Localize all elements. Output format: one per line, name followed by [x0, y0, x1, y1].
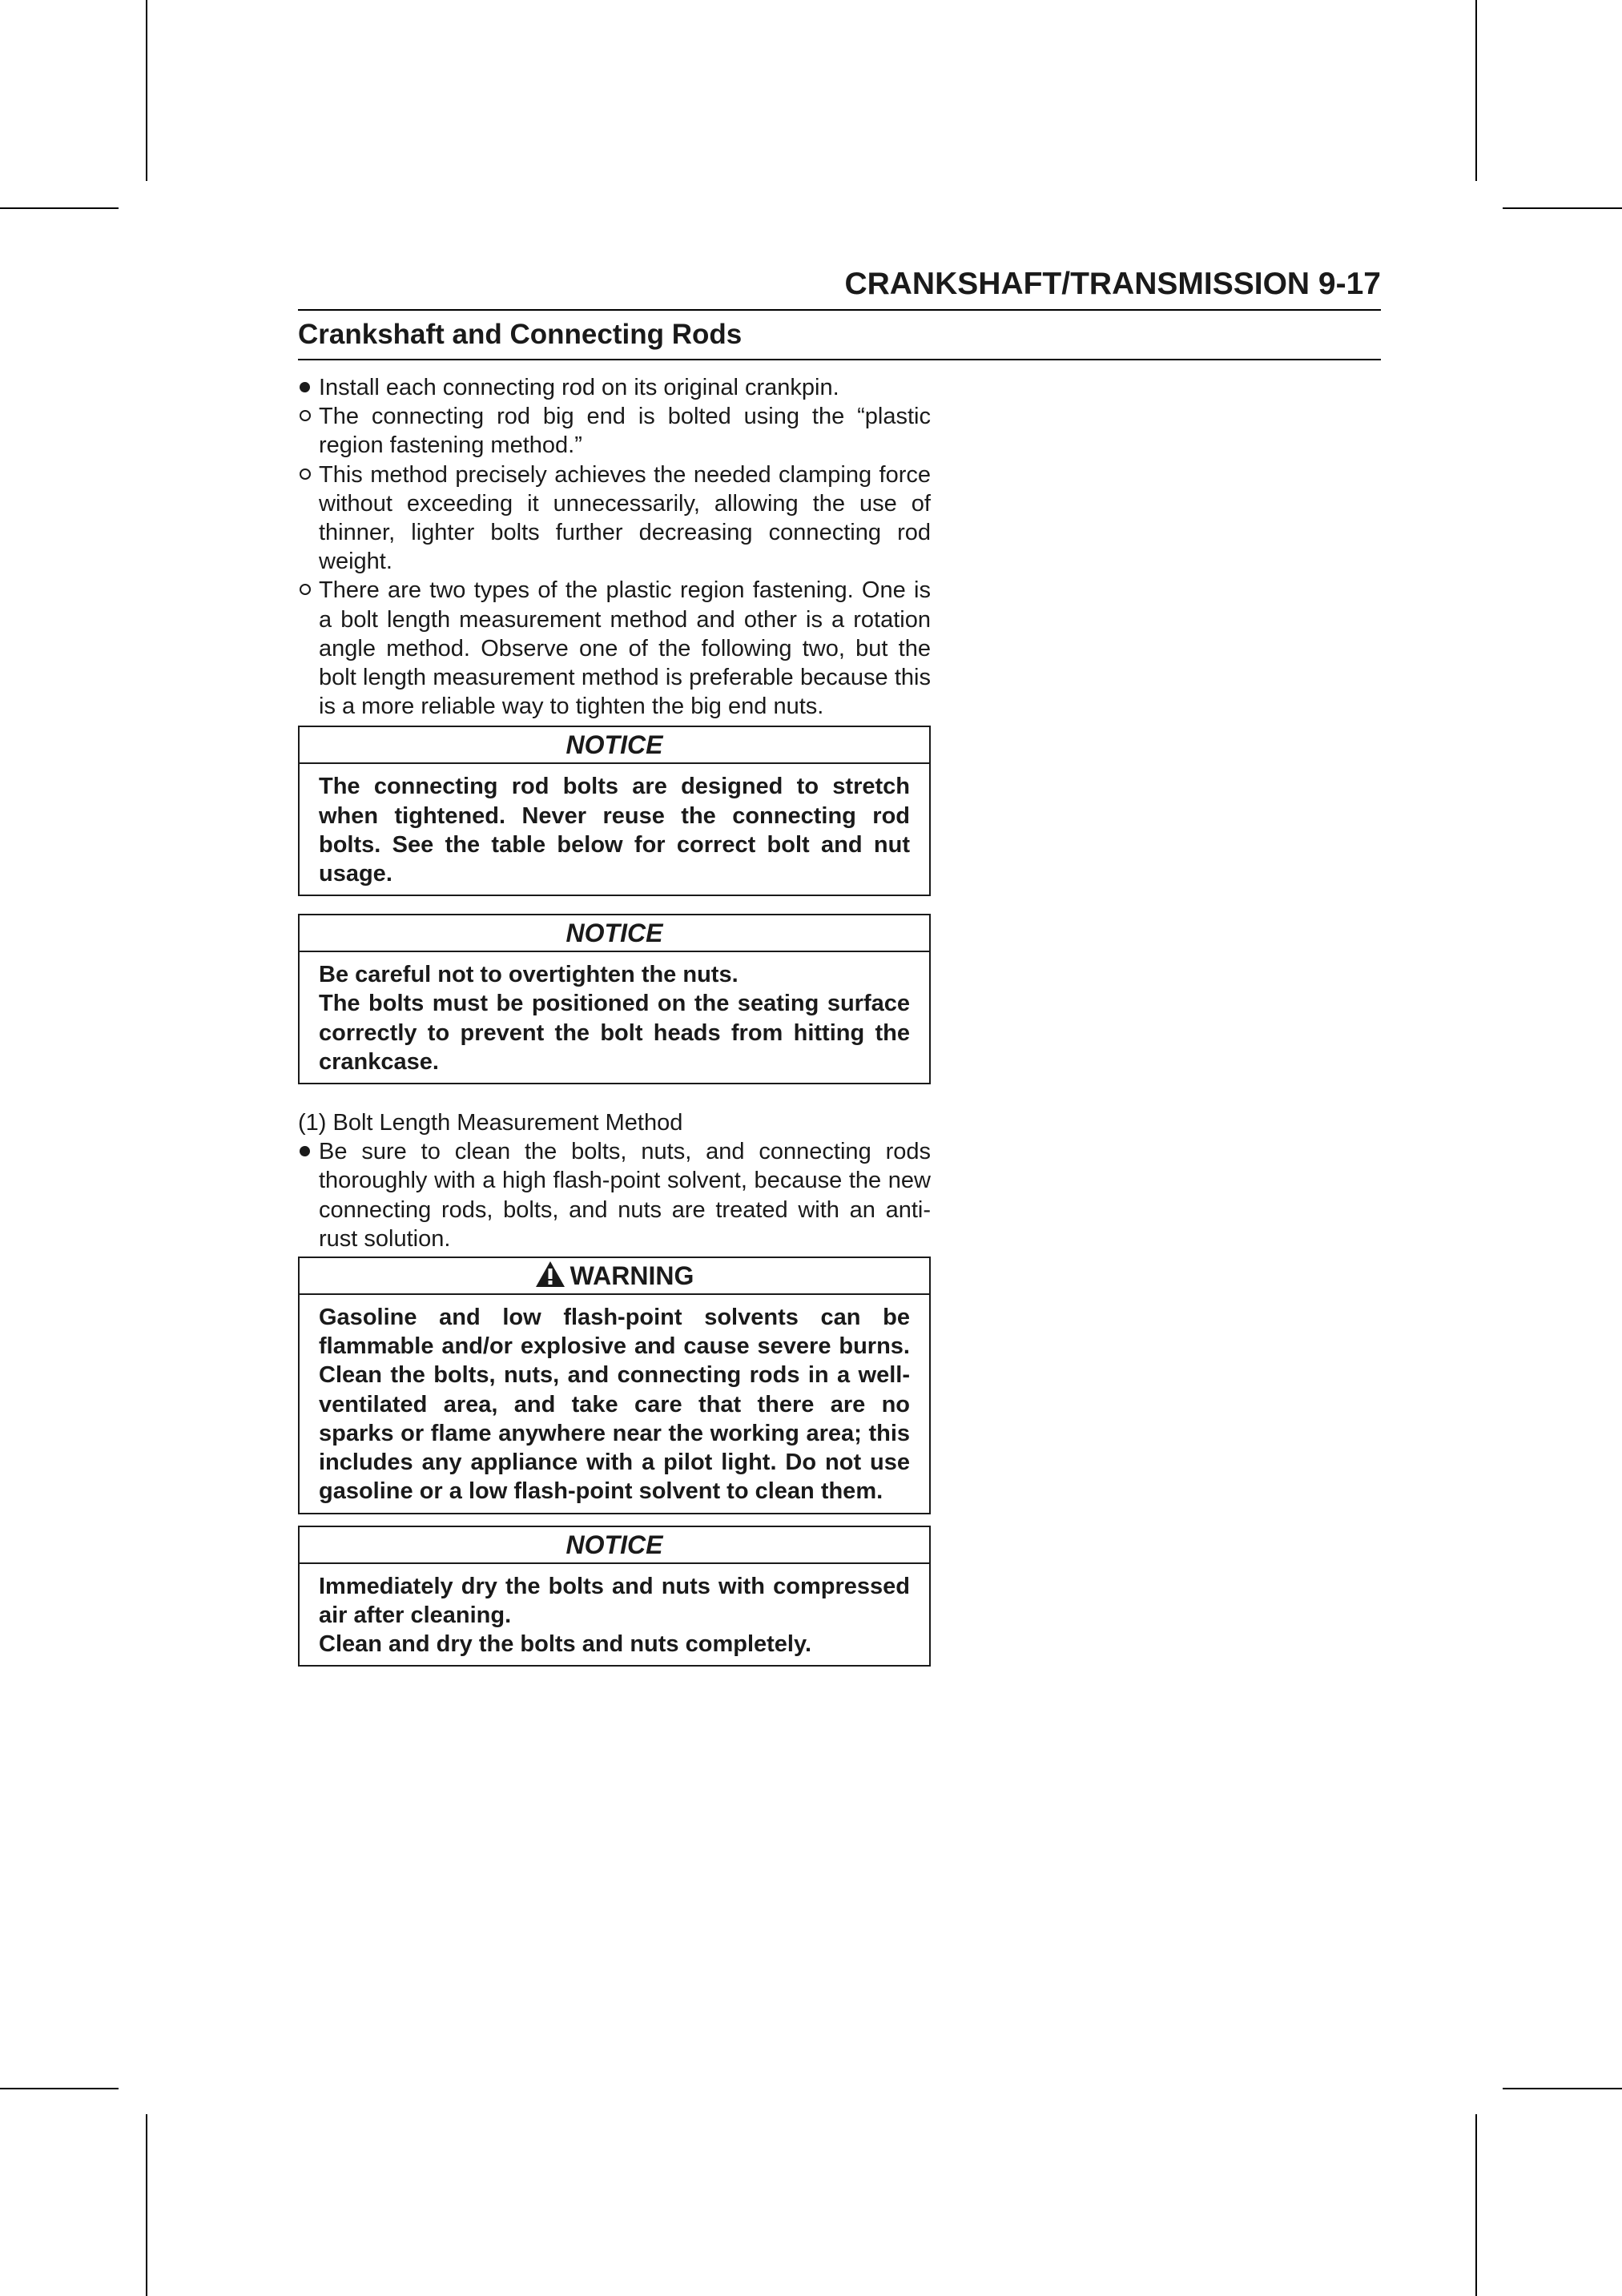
section-title: Crankshaft and Connecting Rods: [298, 311, 1381, 360]
main-content: [298, 373, 931, 1667]
warning-heading-row: [300, 1258, 929, 1295]
note-paragraph: [298, 460, 931, 577]
note-paragraph: [298, 576, 931, 721]
notice-text: Immediately dry the bolts and nuts with compressed air after cleaning.: [319, 1573, 910, 1628]
hollow-circle-icon: [298, 402, 319, 431]
notice-body: [300, 952, 929, 1083]
note-paragraph: [298, 402, 931, 460]
crop-mark-top-right-vertical: [1475, 0, 1477, 181]
notice-text: Clean and dry the bolts and nuts completely.: [319, 1631, 812, 1657]
notice-body: [300, 764, 929, 895]
crop-mark-bottom-left-vertical: [146, 2114, 147, 2296]
running-title: CRANKSHAFT/TRANSMISSION 9-17: [298, 264, 1381, 311]
bullet-dot-icon: [298, 373, 319, 402]
paragraph-text: This method precisely achieves the needed clamping force without exceeding it unnecessarily, allowing the use of thinner, lighter bolts further decreasing connecting rod weight.: [319, 461, 931, 575]
notice-heading: NOTICE: [300, 727, 929, 764]
warning-text: Gasoline and low flash-point solvents can be flammable and/or explosive and cause severe burns. Clean the bolts, nuts, and connecting rods in a well-ventilated area, and take care that there are no sparks or flame anywhere near the working area; this includes any appliance with a pilot light. Do not use gasoline or a low flash-point solvent to clean them.: [319, 1305, 910, 1505]
page-header: [298, 264, 1381, 360]
crop-mark-bottom-right-vertical: [1475, 2114, 1477, 2296]
hollow-circle-icon: [298, 576, 319, 605]
crop-mark-bottom-right-horizontal: [1503, 2088, 1622, 2089]
notice-text: The bolts must be positioned on the seating surface correctly to prevent the bolt heads from hitting the crankcase.: [319, 991, 910, 1075]
notice-body: [300, 1564, 929, 1666]
crop-mark-bottom-left-horizontal: [0, 2088, 119, 2089]
paragraph-text: Install each connecting rod on its original crankpin.: [319, 375, 839, 400]
notice-heading: NOTICE: [300, 915, 929, 952]
notice-box: [298, 914, 931, 1084]
method-heading: (1) Bolt Length Measurement Method: [298, 1110, 683, 1136]
paragraph-text: Be sure to clean the bolts, nuts, and connecting rods thoroughly with a high flash-point solvent, because the new connecting rods, bolts, and nuts are treated with an anti-rust solution.: [319, 1139, 931, 1252]
bullet-dot-icon: [298, 1137, 319, 1166]
crop-mark-top-left-horizontal: [0, 207, 119, 209]
paragraph-text: The connecting rod big end is bolted using the “plastic region fastening method.”: [319, 404, 931, 459]
crop-mark-top-left-vertical: [146, 0, 147, 181]
notice-heading: NOTICE: [300, 1527, 929, 1564]
notice-box: [298, 1526, 931, 1667]
warning-box: [298, 1257, 931, 1514]
crop-mark-top-right-horizontal: [1503, 207, 1622, 209]
paragraph-text: There are two types of the plastic region fastening. One is a bolt length measurement method and other is a rotation angle method. Observe one of the following two, but the bolt length measurement method is preferable because this is a more reliable way to tighten the big end nuts.: [319, 577, 931, 720]
warning-heading: WARNING: [570, 1261, 694, 1291]
hollow-circle-icon: [298, 460, 319, 489]
bullet-paragraph: [298, 1137, 931, 1253]
bullet-paragraph: [298, 373, 931, 402]
notice-text: Be careful not to overtighten the nuts.: [319, 962, 739, 988]
warning-body: [300, 1295, 929, 1512]
warning-triangle-icon: [535, 1261, 565, 1288]
notice-text: The connecting rod bolts are designed to stretch when tightened. Never reuse the connecting rod bolts. See the table below for correct bolt and nut usage.: [319, 774, 910, 887]
notice-box: [298, 726, 931, 896]
